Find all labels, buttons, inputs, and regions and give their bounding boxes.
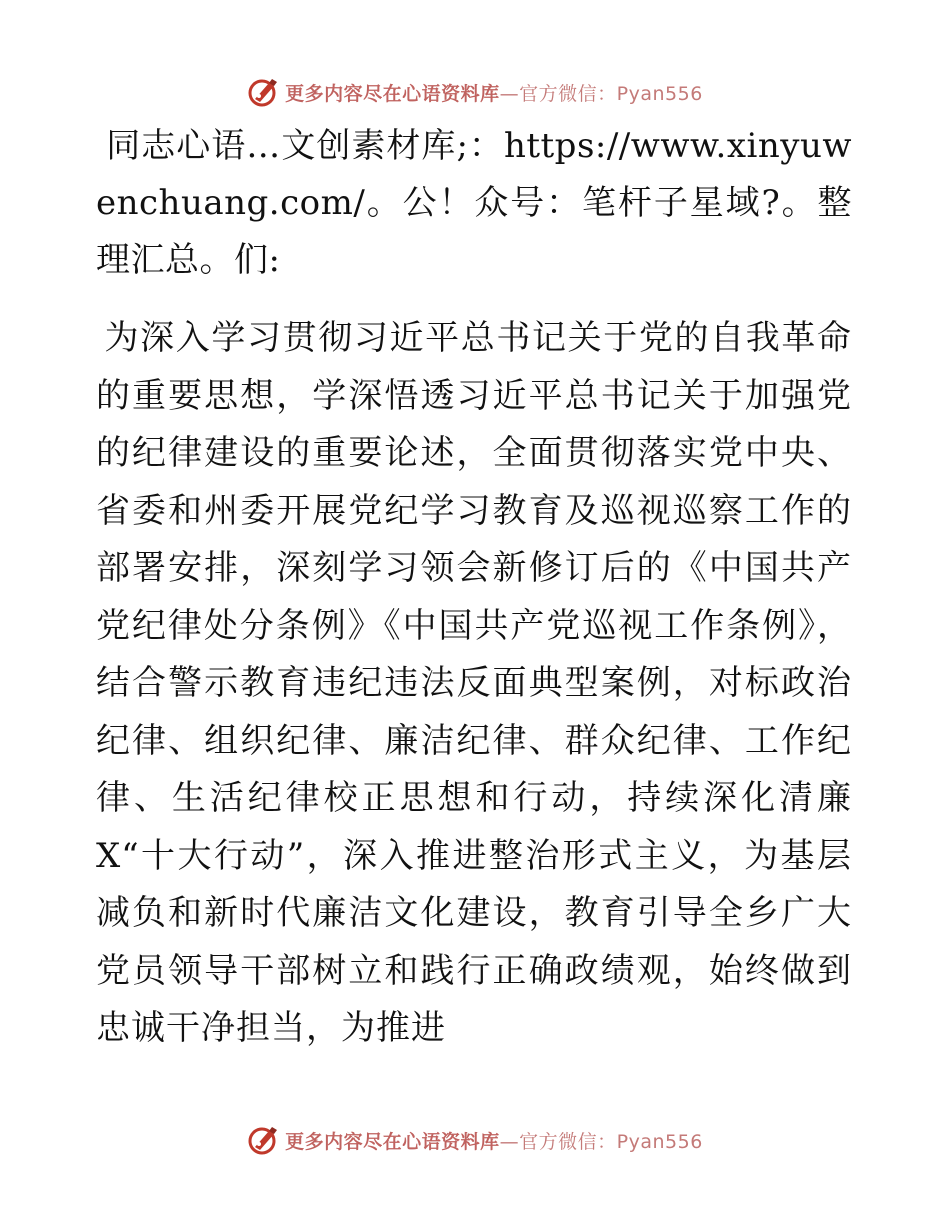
footer-watermark-banner	[0, 1118, 950, 1162]
body-paragraph: 为深入学习贯彻习近平总书记关于党的自我革命的重要思想，学深悟透习近平总书记关于加强党的纪律建设的重要论述，全面贯彻落实党中央、省委和州委开展党纪学习教育及巡视巡察工作的部署安排，深刻学习领会新修订后的《中国共产党纪律处分条例》《中国共产党巡视工作条例》，结合警示教育违纪违法反面典型案例，对标政治纪律、组织纪律、廉洁纪律、群众纪律、工作纪律、生活纪律校正思想和行动，持续深化清廉X“十大行动”，深入推进整治形式主义，为基层减负和新时代廉洁文化建设，教育引导全乡广大党员领导干部树立和践行正确政绩观，始终做到忠诚干净担当，为推进	[96, 318, 852, 1048]
footer-banner-main: 更多内容尽在心语资料库	[285, 1130, 500, 1153]
footer-banner-text	[285, 1127, 703, 1154]
header-banner-text	[285, 79, 703, 106]
footer-banner-dash: —	[499, 1130, 520, 1153]
header-watermark-banner	[0, 70, 950, 114]
footer-banner-sub: 官方微信：Pyan556	[519, 1130, 703, 1153]
intro-paragraph: 同志心语…文创素材库;：https://www.xinyuwenchuang.com/。公！众号：笔杆子星域?。整理汇总。们:	[96, 126, 852, 280]
header-banner-sub: 官方微信：Pyan556	[519, 82, 703, 105]
brand-logo-icon	[247, 1123, 281, 1157]
header-banner-dash: —	[499, 82, 520, 105]
brand-logo-icon	[247, 75, 281, 109]
document-body	[96, 118, 852, 1058]
header-banner-main: 更多内容尽在心语资料库	[285, 82, 500, 105]
